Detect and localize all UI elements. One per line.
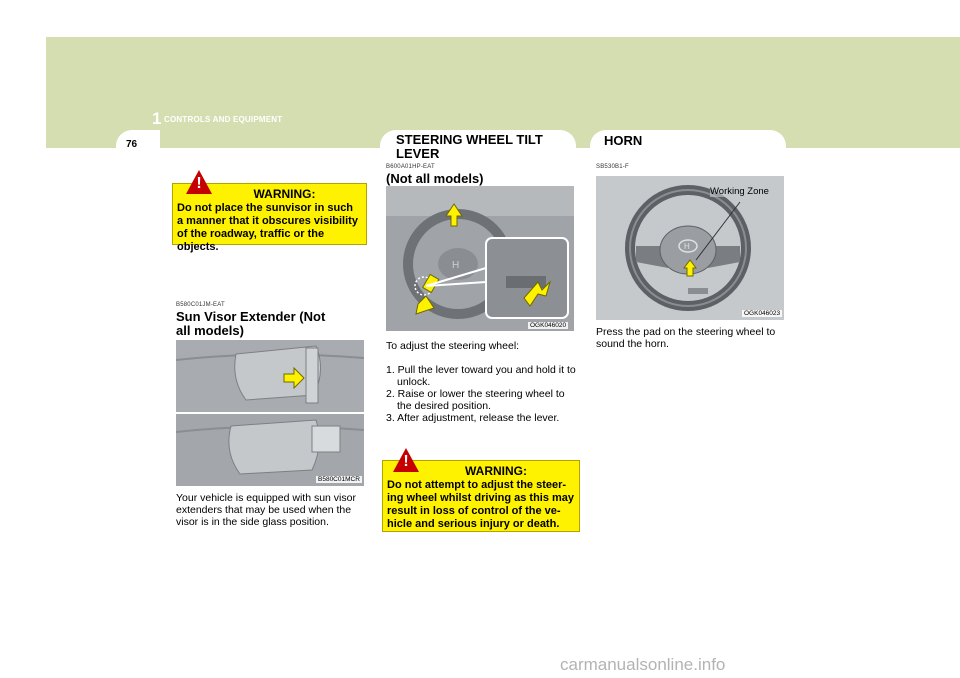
section-code: B600A01HP-EAT: [386, 164, 435, 170]
tilt-lever-figure: [386, 186, 574, 331]
warning-icon: !: [186, 170, 212, 194]
sun-visor-title: Sun Visor Extender (Not all models): [176, 309, 326, 338]
watermark: carmanualsonline.info: [560, 655, 726, 674]
list-item: 2. Raise or lower the steering wheel to the desired position.: [386, 388, 565, 412]
list-item: 1. Pull the lever toward you and hold it to unlock.: [386, 364, 576, 388]
svg-text:H: H: [684, 242, 690, 251]
tilt-intro: To adjust the steering wheel:: [386, 340, 520, 352]
chapter-title: CONTROLS AND EQUIPMENT: [164, 115, 283, 124]
section-code: B580C01JM-EAT: [176, 302, 225, 308]
working-zone-label: Working Zone: [710, 186, 769, 197]
figure-caption: OGK046020: [530, 322, 567, 329]
sun-visor-body: Your vehicle is equipped with sun visor extenders that may be used when the visor is in the side glass position.: [176, 492, 356, 528]
section-title-steering: STEERING WHEEL TILT LEVER: [396, 132, 543, 161]
horn-body: Press the pad on the steering wheel to sound the horn.: [596, 326, 776, 350]
section-code: SB530B1-F: [596, 164, 629, 170]
warning-text: Do not attempt to adjust the steer-ing wheel whilst driving as this may result in loss of control of the ve-hicle and serious injury or death.: [387, 479, 575, 530]
page-tab: [116, 130, 160, 162]
subtitle-not-all-models: (Not all models): [386, 171, 484, 186]
warning-text: Do not place the sunvisor in such a manner that it obscures visibility of the roadway, traffic or the objects.: [177, 202, 358, 253]
list-item: 3. After adjustment, release the lever.: [386, 412, 560, 424]
warning-heading: WARNING:: [465, 464, 527, 478]
section-title-horn: HORN: [604, 133, 643, 148]
warning-icon: !: [393, 448, 419, 472]
figure-caption: B580C01MCR: [318, 476, 360, 483]
sun-visor-figure: [176, 340, 364, 486]
svg-text:H: H: [452, 260, 460, 271]
page-number: 76: [126, 139, 138, 150]
figure-caption: OGK046023: [744, 310, 781, 317]
warning-heading: WARNING:: [253, 187, 316, 201]
chapter-number: 1: [152, 109, 162, 128]
tilt-steps: [386, 364, 576, 424]
horn-figure: [596, 176, 784, 320]
